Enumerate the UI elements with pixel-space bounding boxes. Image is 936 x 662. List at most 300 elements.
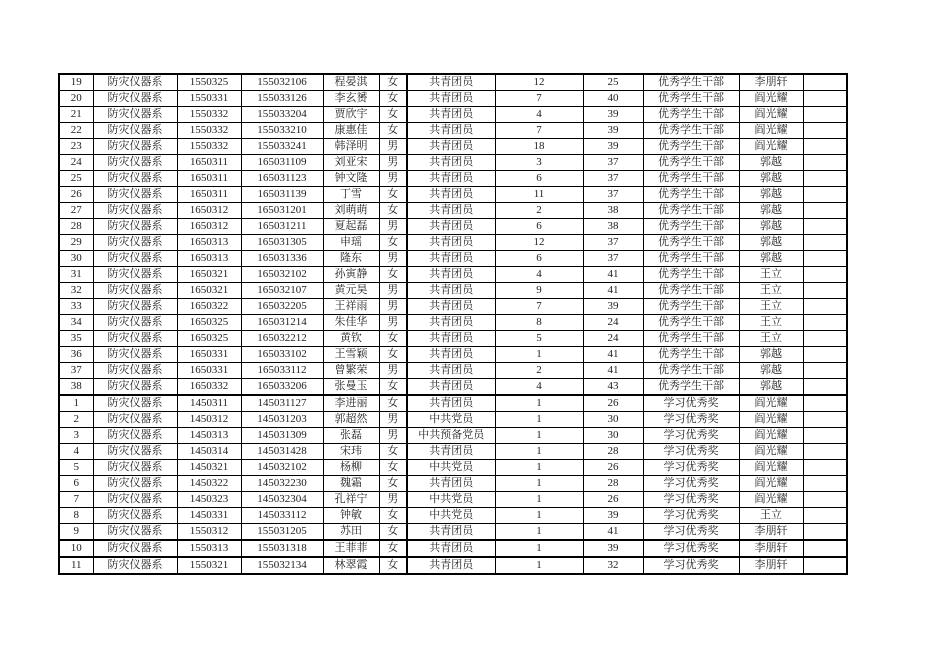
cell-blank	[803, 524, 847, 541]
cell-blank	[803, 107, 847, 123]
table-row	[59, 379, 847, 396]
cell-political-status: 共青团员	[407, 187, 495, 203]
cell-counselor: 郭越	[739, 203, 803, 219]
cell-gender: 男	[379, 283, 407, 299]
cell-blank	[803, 267, 847, 283]
cell-name: 申瑶	[323, 235, 379, 251]
cell-score: 32	[583, 557, 643, 574]
cell-gender: 女	[379, 74, 407, 91]
cell-name: 康惠佳	[323, 123, 379, 139]
cell-name: 张曼玉	[323, 379, 379, 396]
table-row	[59, 74, 847, 91]
cell-student-id: 165031109	[241, 155, 323, 171]
cell-count: 8	[495, 315, 583, 331]
cell-blank	[803, 363, 847, 379]
cell-name: 贾欣宇	[323, 107, 379, 123]
cell-row-no: 19	[59, 74, 93, 91]
cell-department: 防灾仪器系	[93, 540, 177, 557]
cell-gender: 女	[379, 508, 407, 524]
cell-count: 2	[495, 363, 583, 379]
cell-gender: 女	[379, 444, 407, 460]
cell-score: 37	[583, 187, 643, 203]
cell-political-status: 共青团员	[407, 155, 495, 171]
cell-political-status: 共青团员	[407, 379, 495, 396]
cell-score: 37	[583, 235, 643, 251]
cell-class-no: 1650312	[177, 203, 241, 219]
cell-name: 林翠霞	[323, 557, 379, 574]
cell-counselor: 阎光耀	[739, 444, 803, 460]
cell-gender: 女	[379, 331, 407, 347]
cell-student-id: 165033112	[241, 363, 323, 379]
cell-row-no: 26	[59, 187, 93, 203]
cell-count: 1	[495, 412, 583, 428]
cell-score: 41	[583, 524, 643, 541]
cell-row-no: 37	[59, 363, 93, 379]
cell-score: 26	[583, 492, 643, 508]
cell-row-no: 32	[59, 283, 93, 299]
cell-award: 优秀学生干部	[643, 74, 739, 91]
cell-political-status: 中共党员	[407, 508, 495, 524]
cell-name: 夏起磊	[323, 219, 379, 235]
cell-row-no: 31	[59, 267, 93, 283]
cell-row-no: 6	[59, 476, 93, 492]
cell-student-id: 165031305	[241, 235, 323, 251]
cell-count: 12	[495, 235, 583, 251]
cell-blank	[803, 395, 847, 412]
cell-student-id: 165031123	[241, 171, 323, 187]
cell-department: 防灾仪器系	[93, 251, 177, 267]
cell-name: 黄钦	[323, 331, 379, 347]
cell-blank	[803, 123, 847, 139]
cell-class-no: 1550321	[177, 557, 241, 574]
cell-row-no: 4	[59, 444, 93, 460]
cell-award: 优秀学生干部	[643, 155, 739, 171]
cell-counselor: 王立	[739, 267, 803, 283]
cell-student-id: 155031205	[241, 524, 323, 541]
cell-political-status: 共青团员	[407, 74, 495, 91]
table-row	[59, 492, 847, 508]
cell-score: 24	[583, 315, 643, 331]
cell-political-status: 共青团员	[407, 557, 495, 574]
cell-count: 1	[495, 395, 583, 412]
cell-gender: 女	[379, 347, 407, 363]
cell-political-status: 中共预备党员	[407, 428, 495, 444]
cell-count: 1	[495, 444, 583, 460]
cell-student-id: 145031309	[241, 428, 323, 444]
cell-score: 39	[583, 123, 643, 139]
cell-counselor: 阎光耀	[739, 395, 803, 412]
cell-department: 防灾仪器系	[93, 203, 177, 219]
cell-award: 优秀学生干部	[643, 363, 739, 379]
table-row	[59, 107, 847, 123]
cell-class-no: 1550331	[177, 91, 241, 107]
cell-counselor: 阎光耀	[739, 123, 803, 139]
cell-department: 防灾仪器系	[93, 139, 177, 155]
cell-name: 钟敏	[323, 508, 379, 524]
cell-row-no: 29	[59, 235, 93, 251]
cell-counselor: 郭越	[739, 155, 803, 171]
cell-department: 防灾仪器系	[93, 219, 177, 235]
cell-row-no: 24	[59, 155, 93, 171]
cell-count: 12	[495, 74, 583, 91]
cell-political-status: 共青团员	[407, 331, 495, 347]
cell-class-no: 1450313	[177, 428, 241, 444]
cell-student-id: 155033241	[241, 139, 323, 155]
cell-count: 5	[495, 331, 583, 347]
cell-class-no: 1650325	[177, 315, 241, 331]
cell-gender: 男	[379, 139, 407, 155]
cell-student-id: 155032106	[241, 74, 323, 91]
cell-award: 优秀学生干部	[643, 203, 739, 219]
cell-counselor: 李朋轩	[739, 557, 803, 574]
cell-gender: 男	[379, 251, 407, 267]
cell-gender: 女	[379, 395, 407, 412]
cell-award: 学习优秀奖	[643, 524, 739, 541]
cell-score: 43	[583, 379, 643, 396]
cell-count: 3	[495, 155, 583, 171]
cell-award: 优秀学生干部	[643, 379, 739, 396]
cell-name: 韩泽明	[323, 139, 379, 155]
table-row	[59, 219, 847, 235]
cell-student-id: 165031336	[241, 251, 323, 267]
cell-blank	[803, 315, 847, 331]
cell-award: 学习优秀奖	[643, 395, 739, 412]
cell-count: 11	[495, 187, 583, 203]
cell-department: 防灾仪器系	[93, 155, 177, 171]
cell-political-status: 共青团员	[407, 139, 495, 155]
cell-student-id: 145033112	[241, 508, 323, 524]
cell-gender: 女	[379, 187, 407, 203]
cell-department: 防灾仪器系	[93, 299, 177, 315]
table-row	[59, 267, 847, 283]
cell-score: 39	[583, 107, 643, 123]
cell-political-status: 共青团员	[407, 524, 495, 541]
table-row	[59, 171, 847, 187]
cell-blank	[803, 540, 847, 557]
cell-gender: 男	[379, 155, 407, 171]
cell-political-status: 中共党员	[407, 412, 495, 428]
cell-blank	[803, 428, 847, 444]
cell-row-no: 9	[59, 524, 93, 541]
cell-count: 6	[495, 219, 583, 235]
cell-class-no: 1450323	[177, 492, 241, 508]
cell-counselor: 郭越	[739, 363, 803, 379]
cell-score: 39	[583, 299, 643, 315]
cell-department: 防灾仪器系	[93, 91, 177, 107]
cell-gender: 男	[379, 428, 407, 444]
cell-department: 防灾仪器系	[93, 107, 177, 123]
cell-class-no: 1450311	[177, 395, 241, 412]
cell-score: 26	[583, 395, 643, 412]
cell-row-no: 1	[59, 395, 93, 412]
cell-class-no: 1550332	[177, 123, 241, 139]
cell-blank	[803, 557, 847, 574]
cell-counselor: 阎光耀	[739, 91, 803, 107]
cell-gender: 男	[379, 299, 407, 315]
cell-student-id: 145031127	[241, 395, 323, 412]
cell-political-status: 共青团员	[407, 444, 495, 460]
cell-political-status: 共青团员	[407, 91, 495, 107]
student-award-table	[58, 73, 848, 575]
cell-gender: 男	[379, 315, 407, 331]
cell-class-no: 1550332	[177, 139, 241, 155]
cell-name: 王雪颖	[323, 347, 379, 363]
cell-political-status: 中共党员	[407, 492, 495, 508]
cell-student-id: 145032230	[241, 476, 323, 492]
table-body	[59, 74, 847, 574]
cell-count: 1	[495, 492, 583, 508]
cell-student-id: 165031211	[241, 219, 323, 235]
cell-count: 1	[495, 460, 583, 476]
cell-blank	[803, 476, 847, 492]
cell-department: 防灾仪器系	[93, 235, 177, 251]
cell-row-no: 7	[59, 492, 93, 508]
cell-award: 优秀学生干部	[643, 107, 739, 123]
cell-political-status: 共青团员	[407, 251, 495, 267]
cell-award: 优秀学生干部	[643, 171, 739, 187]
cell-blank	[803, 331, 847, 347]
cell-counselor: 郭越	[739, 379, 803, 396]
cell-count: 2	[495, 203, 583, 219]
cell-gender: 男	[379, 171, 407, 187]
table-row	[59, 139, 847, 155]
cell-score: 41	[583, 283, 643, 299]
cell-name: 郭超然	[323, 412, 379, 428]
cell-counselor: 郭越	[739, 187, 803, 203]
cell-political-status: 共青团员	[407, 203, 495, 219]
cell-class-no: 1550332	[177, 107, 241, 123]
cell-award: 优秀学生干部	[643, 123, 739, 139]
cell-award: 学习优秀奖	[643, 557, 739, 574]
cell-student-id: 155031318	[241, 540, 323, 557]
cell-political-status: 共青团员	[407, 395, 495, 412]
cell-class-no: 1650311	[177, 187, 241, 203]
table-row	[59, 476, 847, 492]
cell-student-id: 145031428	[241, 444, 323, 460]
cell-blank	[803, 219, 847, 235]
cell-blank	[803, 235, 847, 251]
cell-name: 魏霜	[323, 476, 379, 492]
cell-gender: 女	[379, 476, 407, 492]
cell-counselor: 阎光耀	[739, 412, 803, 428]
cell-gender: 男	[379, 219, 407, 235]
cell-count: 7	[495, 299, 583, 315]
cell-name: 朱佳华	[323, 315, 379, 331]
cell-blank	[803, 139, 847, 155]
cell-award: 优秀学生干部	[643, 347, 739, 363]
cell-count: 9	[495, 283, 583, 299]
table-row	[59, 412, 847, 428]
cell-name: 孔祥宁	[323, 492, 379, 508]
cell-count: 1	[495, 540, 583, 557]
cell-blank	[803, 155, 847, 171]
table-row	[59, 299, 847, 315]
cell-class-no: 1650313	[177, 235, 241, 251]
cell-blank	[803, 444, 847, 460]
cell-count: 18	[495, 139, 583, 155]
cell-score: 39	[583, 139, 643, 155]
cell-score: 41	[583, 347, 643, 363]
cell-counselor: 阎光耀	[739, 492, 803, 508]
table-row	[59, 460, 847, 476]
cell-row-no: 2	[59, 412, 93, 428]
cell-counselor: 王立	[739, 315, 803, 331]
table-row	[59, 235, 847, 251]
table-row	[59, 508, 847, 524]
table-row	[59, 91, 847, 107]
cell-department: 防灾仪器系	[93, 123, 177, 139]
cell-student-id: 165032107	[241, 283, 323, 299]
cell-row-no: 3	[59, 428, 93, 444]
cell-blank	[803, 347, 847, 363]
cell-counselor: 阎光耀	[739, 139, 803, 155]
cell-political-status: 中共党员	[407, 460, 495, 476]
table-row	[59, 123, 847, 139]
cell-score: 39	[583, 540, 643, 557]
cell-row-no: 8	[59, 508, 93, 524]
cell-award: 学习优秀奖	[643, 460, 739, 476]
cell-name: 杨柳	[323, 460, 379, 476]
cell-award: 优秀学生干部	[643, 267, 739, 283]
cell-name: 刘萌萌	[323, 203, 379, 219]
cell-class-no: 1650311	[177, 171, 241, 187]
cell-department: 防灾仪器系	[93, 557, 177, 574]
cell-name: 曾繁荣	[323, 363, 379, 379]
cell-row-no: 27	[59, 203, 93, 219]
cell-name: 钟文隆	[323, 171, 379, 187]
cell-class-no: 1450321	[177, 460, 241, 476]
cell-department: 防灾仪器系	[93, 267, 177, 283]
cell-blank	[803, 299, 847, 315]
table-row	[59, 363, 847, 379]
cell-row-no: 38	[59, 379, 93, 396]
cell-student-id: 165031201	[241, 203, 323, 219]
table-row	[59, 315, 847, 331]
cell-blank	[803, 460, 847, 476]
cell-gender: 女	[379, 91, 407, 107]
cell-counselor: 王立	[739, 283, 803, 299]
cell-score: 39	[583, 508, 643, 524]
cell-row-no: 35	[59, 331, 93, 347]
cell-name: 黄元昊	[323, 283, 379, 299]
cell-score: 41	[583, 363, 643, 379]
cell-counselor: 郭越	[739, 235, 803, 251]
table-row	[59, 444, 847, 460]
cell-row-no: 5	[59, 460, 93, 476]
cell-gender: 女	[379, 524, 407, 541]
cell-political-status: 共青团员	[407, 283, 495, 299]
cell-class-no: 1650322	[177, 299, 241, 315]
cell-count: 1	[495, 428, 583, 444]
cell-award: 学习优秀奖	[643, 540, 739, 557]
cell-department: 防灾仪器系	[93, 492, 177, 508]
cell-political-status: 共青团员	[407, 235, 495, 251]
cell-count: 1	[495, 524, 583, 541]
table-row	[59, 187, 847, 203]
cell-political-status: 共青团员	[407, 123, 495, 139]
cell-count: 7	[495, 91, 583, 107]
cell-name: 隆东	[323, 251, 379, 267]
cell-class-no: 1450331	[177, 508, 241, 524]
cell-student-id: 165031139	[241, 187, 323, 203]
cell-political-status: 共青团员	[407, 267, 495, 283]
table-row	[59, 347, 847, 363]
cell-row-no: 20	[59, 91, 93, 107]
cell-department: 防灾仪器系	[93, 187, 177, 203]
cell-score: 26	[583, 460, 643, 476]
cell-award: 优秀学生干部	[643, 315, 739, 331]
cell-department: 防灾仪器系	[93, 363, 177, 379]
cell-class-no: 1650312	[177, 219, 241, 235]
cell-gender: 男	[379, 492, 407, 508]
cell-student-id: 155033210	[241, 123, 323, 139]
cell-gender: 女	[379, 267, 407, 283]
cell-score: 37	[583, 171, 643, 187]
cell-blank	[803, 91, 847, 107]
cell-count: 7	[495, 123, 583, 139]
cell-row-no: 22	[59, 123, 93, 139]
cell-blank	[803, 508, 847, 524]
cell-award: 优秀学生干部	[643, 283, 739, 299]
cell-blank	[803, 379, 847, 396]
cell-row-no: 21	[59, 107, 93, 123]
cell-class-no: 1450322	[177, 476, 241, 492]
cell-blank	[803, 74, 847, 91]
cell-class-no: 1550325	[177, 74, 241, 91]
cell-name: 苏田	[323, 524, 379, 541]
cell-student-id: 155033126	[241, 91, 323, 107]
cell-student-id: 165033206	[241, 379, 323, 396]
cell-department: 防灾仪器系	[93, 508, 177, 524]
cell-counselor: 阎光耀	[739, 107, 803, 123]
cell-row-no: 11	[59, 557, 93, 574]
cell-award: 优秀学生干部	[643, 91, 739, 107]
cell-department: 防灾仪器系	[93, 444, 177, 460]
cell-class-no: 1550312	[177, 524, 241, 541]
cell-political-status: 共青团员	[407, 299, 495, 315]
cell-department: 防灾仪器系	[93, 331, 177, 347]
cell-name: 李玄赟	[323, 91, 379, 107]
cell-counselor: 阎光耀	[739, 476, 803, 492]
cell-gender: 女	[379, 107, 407, 123]
cell-score: 30	[583, 412, 643, 428]
cell-blank	[803, 251, 847, 267]
cell-class-no: 1650325	[177, 331, 241, 347]
cell-blank	[803, 187, 847, 203]
table-row	[59, 331, 847, 347]
cell-department: 防灾仪器系	[93, 283, 177, 299]
cell-count: 1	[495, 508, 583, 524]
cell-student-id: 165032212	[241, 331, 323, 347]
table-row	[59, 203, 847, 219]
cell-counselor: 李朋轩	[739, 540, 803, 557]
cell-award: 优秀学生干部	[643, 331, 739, 347]
cell-blank	[803, 412, 847, 428]
cell-score: 37	[583, 155, 643, 171]
cell-blank	[803, 203, 847, 219]
cell-department: 防灾仪器系	[93, 412, 177, 428]
cell-counselor: 阎光耀	[739, 428, 803, 444]
cell-department: 防灾仪器系	[93, 524, 177, 541]
cell-score: 28	[583, 476, 643, 492]
cell-political-status: 共青团员	[407, 219, 495, 235]
cell-department: 防灾仪器系	[93, 476, 177, 492]
cell-counselor: 阎光耀	[739, 460, 803, 476]
cell-counselor: 郭越	[739, 219, 803, 235]
cell-count: 6	[495, 171, 583, 187]
cell-political-status: 共青团员	[407, 315, 495, 331]
cell-department: 防灾仪器系	[93, 74, 177, 91]
